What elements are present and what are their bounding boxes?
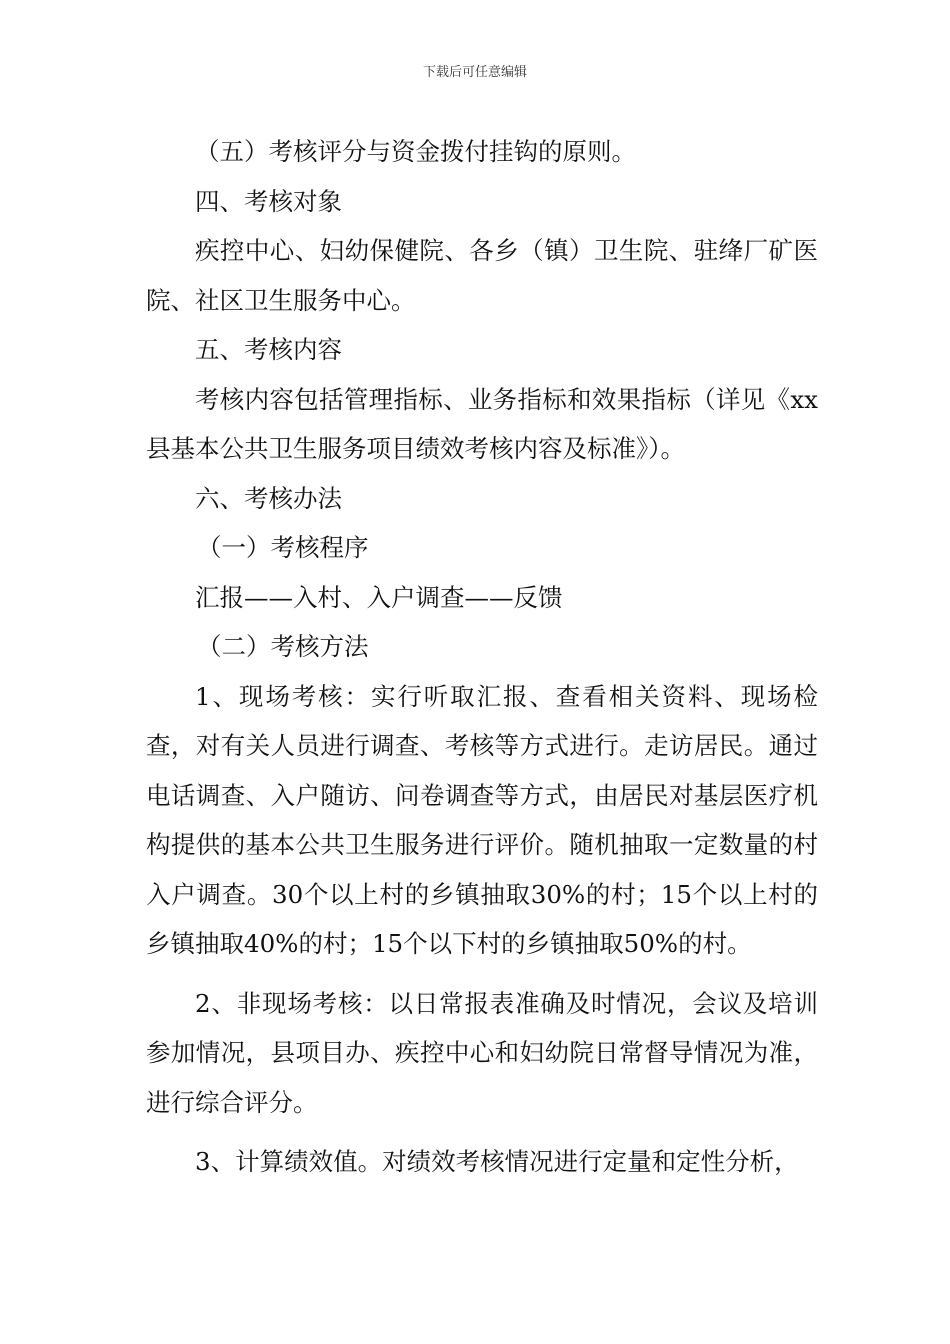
- paragraph-performance-calculation: 3、计算绩效值。对绩效考核情况进行定量和定性分析，: [195, 1147, 799, 1176]
- paragraph-assessment-objects: 疾控中心、妇幼保健院、各乡（镇）卫生院、驻绛厂矿医院、社区卫生服务中心。: [146, 236, 818, 315]
- paragraph-assessment-procedure: 汇报——入村、入户调查——反馈: [195, 582, 563, 612]
- paragraph-principle-five: （五）考核评分与资金拨付挂钩的原则。: [195, 137, 636, 166]
- heading-assessment-content: 五、考核内容: [195, 335, 342, 364]
- heading-assessment-objects: 四、考核对象: [195, 186, 342, 216]
- paragraph-onsite-assessment: 1、现场考核：实行听取汇报、查看相关资料、现场检查，对有关人员进行调查、考核等方式进行。走访居民。通过电话调查、入户随访、问卷调查等方式，由居民对基层医疗机构提供的基本公共卫生服务进行评价。随机抽取一定数量的村入户调查。30个以上村的乡镇抽取30%的村；15个以上村的乡镇抽取40%的村；15个以下村的乡镇抽取50%的村。: [146, 681, 818, 958]
- paragraph-offsite-assessment: 2、非现场考核：以日常报表准确及时情况，会议及培训参加情况，县项目办、疾控中心和妇幼院日常督导情况为准，进行综合评分。: [146, 988, 818, 1117]
- paragraph-assessment-content: 考核内容包括管理指标、业务指标和效果指标（详见《xx县基本公共卫生服务项目绩效考核内容及标准》）。: [146, 384, 818, 463]
- heading-assessment-methods: 六、考核办法: [195, 483, 342, 513]
- document-body: [146, 127, 818, 1187]
- subheading-assessment-procedure: （一）考核程序: [197, 533, 369, 562]
- page-header: 下载后可任意编辑: [422, 65, 527, 80]
- subheading-assessment-method: （二）考核方法: [197, 632, 369, 661]
